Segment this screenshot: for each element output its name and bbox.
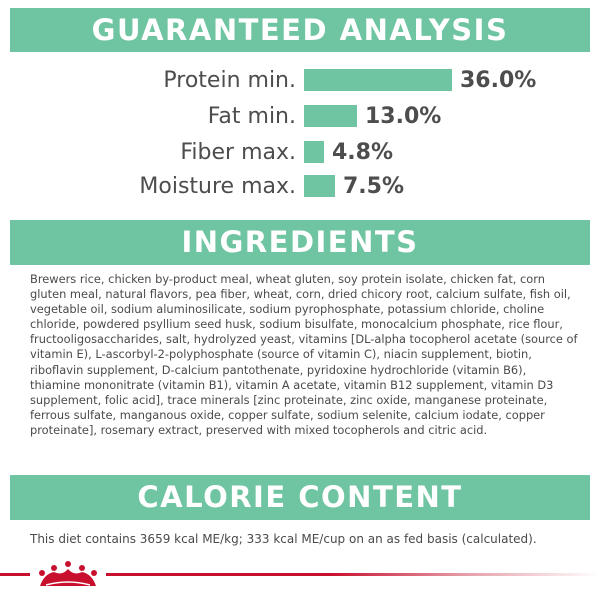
analysis-value: 4.8% (332, 140, 394, 165)
crown-logo-icon (30, 560, 106, 590)
analysis-bar (304, 105, 357, 127)
ingredients-text: Brewers rice, chicken by-product meal, wheat gluten, soy protein isolate, chicken fat, corn gluten meal, natural flavors, pea fiber, wheat, corn, dried chicory root, calcium sulfate, fish oil, vegetable oil, sodium aluminosilicate, sodium pyrophosphate, potassium chloride, choline chloride, powdered psyllium seed husk, sodium bisulfate, monocalcium phosphate, rice flour, fructooligosaccharides, salt, hydrolyzed yeast, vitamins [DL-alpha tocopherol acetate (source of vitamin E), L-ascorbyl-2-polyphosphate (source of vitamin C), niacin supplement, biotin, riboflavin supplement, D-calcium pantothenate, pyridoxine hydrochloride (vitamin B6), thiamine mononitrate (vitamin B1), vitamin A acetate, vitamin B12 supplement, vitamin D3 supplement, folic acid], trace minerals [zinc proteinate, zinc oxide, manganese proteinate, ferrous sulfate, manganous oxide, copper sulfate, sodium selenite, calcium iodate, copper proteinate], rosemary extract, preserved with mixed tocopherols and citric acid. (30, 272, 578, 437)
analysis-bar (304, 141, 324, 163)
analysis-bar (304, 69, 452, 91)
analysis-row-fiber (0, 138, 600, 168)
analysis-label: Fat min. (207, 104, 296, 129)
ingredients-header: INGREDIENTS (10, 220, 590, 265)
analysis-value: 7.5% (343, 174, 405, 199)
calorie-text: This diet contains 3659 kcal ME/kg; 333 kcal ME/cup on an as fed basis (calculated). (30, 532, 537, 546)
analysis-label: Fiber max. (180, 140, 296, 165)
analysis-bar (304, 175, 335, 197)
analysis-row-protein (0, 66, 600, 96)
analysis-label: Moisture max. (139, 174, 296, 199)
analysis-label: Protein min. (163, 68, 296, 93)
analysis-row-moisture (0, 172, 600, 202)
analysis-value: 36.0% (460, 68, 537, 93)
analysis-row-fat (0, 102, 600, 132)
calorie-content-header: CALORIE CONTENT (10, 475, 590, 520)
guaranteed-analysis-header: GUARANTEED ANALYSIS (10, 8, 590, 52)
analysis-value: 13.0% (365, 104, 442, 129)
